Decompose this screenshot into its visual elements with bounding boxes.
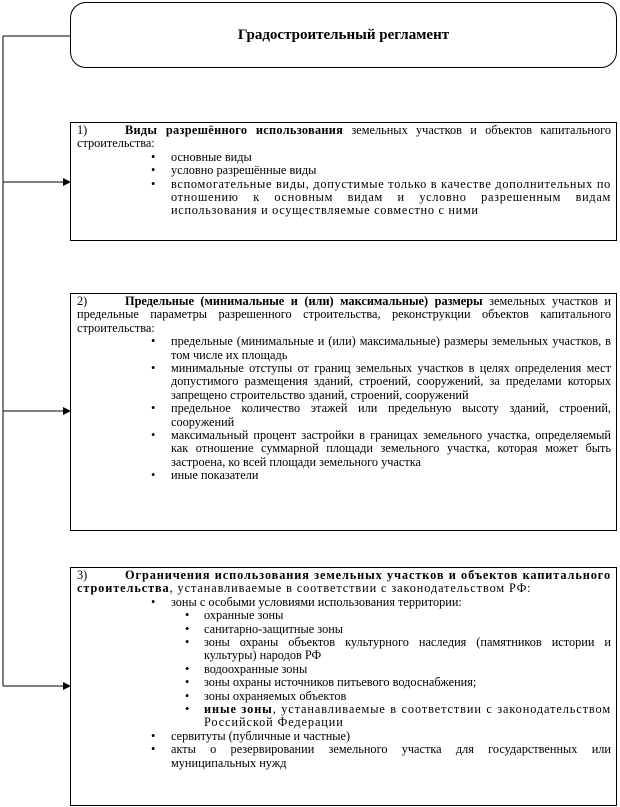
zone-item: • водоохранные зоны — [171, 663, 611, 676]
block-3-heading-bold: Ограничения использования земельных участков и объектов капитального строительства — [77, 568, 611, 596]
list-item: • максимальный процент застройки в границах земельного участка, определяемый как отношение суммарной площади земельного участка, которая может быть застроена, ко всей площади земельного участка — [77, 429, 611, 469]
block-permitted-use — [70, 122, 617, 241]
block-2-heading-rest: земельных участков и предельные параметры разрешенного строительства, реконструкции объектов капитального строительства: — [77, 294, 611, 335]
list-item: • акты о резервировании земельного участка для государственных или муниципальных нужд — [77, 743, 611, 770]
block-2-heading — [77, 295, 611, 335]
list-item: • вспомогательные виды, допустимые только в качестве дополнительных по отношению к основным видам и условно разрешенным видам использования и осуществляемые совместно с ними — [77, 178, 611, 218]
list-item: • иные показатели — [77, 469, 611, 482]
block-1-heading-bold: Виды разрешённого использования — [125, 123, 344, 137]
block-1-number: 1) — [77, 123, 88, 137]
other-zones-bold: иные зоны — [204, 702, 273, 717]
list-item: • сервитуты (публичные и частные) — [77, 730, 611, 743]
block-1-heading-rest: земельных участков и объектов капитального строительства: — [77, 123, 611, 151]
list-item: • минимальные отступы от границ земельных участков в целях определения мест допустимого размещения зданий, строений, сооружений, за пределами которых запрещено строительство зданий, строений, сооружений — [77, 362, 611, 402]
block-2-heading-bold: Предельные (минимальные и (или) максимальные) размеры — [125, 294, 483, 308]
zone-item: • охранные зоны — [171, 609, 611, 622]
zone-item-other — [171, 703, 611, 730]
block-3-heading — [77, 569, 611, 596]
list-item: • условно разрешённые виды — [77, 164, 611, 177]
block-3-number: 3) — [77, 568, 88, 582]
block-2-number: 2) — [77, 294, 88, 308]
block-1-heading — [77, 124, 611, 151]
zone-item: • зоны охраны объектов культурного наследия (памятников истории и культуры) народов РФ — [171, 636, 611, 663]
regulation-title: Градостроительный регламент — [237, 26, 450, 43]
block-3-heading-rest: , устанавливаемые в соответствии с законодательством РФ: — [169, 581, 532, 596]
list-item: • основные виды — [77, 151, 611, 164]
regulation-title-box — [70, 2, 617, 68]
list-item: • предельное количество этажей или предельную высоту зданий, строений, сооружений — [77, 402, 611, 429]
list-item-zones — [77, 596, 611, 730]
other-zones-rest: , устанавливаемые в соответствии с законодательством Российской Федерации — [204, 702, 612, 730]
list-item: • предельные (минимальные и (или) максимальные) размеры земельных участков, в том числе их площадь — [77, 335, 611, 362]
zone-item: • санитарно-защитные зоны — [171, 623, 611, 636]
zone-item: • зоны охраны источников питьевого водоснабжения; — [171, 676, 611, 689]
block-limit-parameters — [70, 293, 617, 531]
zones-label: зоны с особыми условиями использования территории: — [171, 594, 462, 609]
zone-item: • зоны охраняемых объектов — [171, 690, 611, 703]
block-use-restrictions — [70, 567, 617, 806]
